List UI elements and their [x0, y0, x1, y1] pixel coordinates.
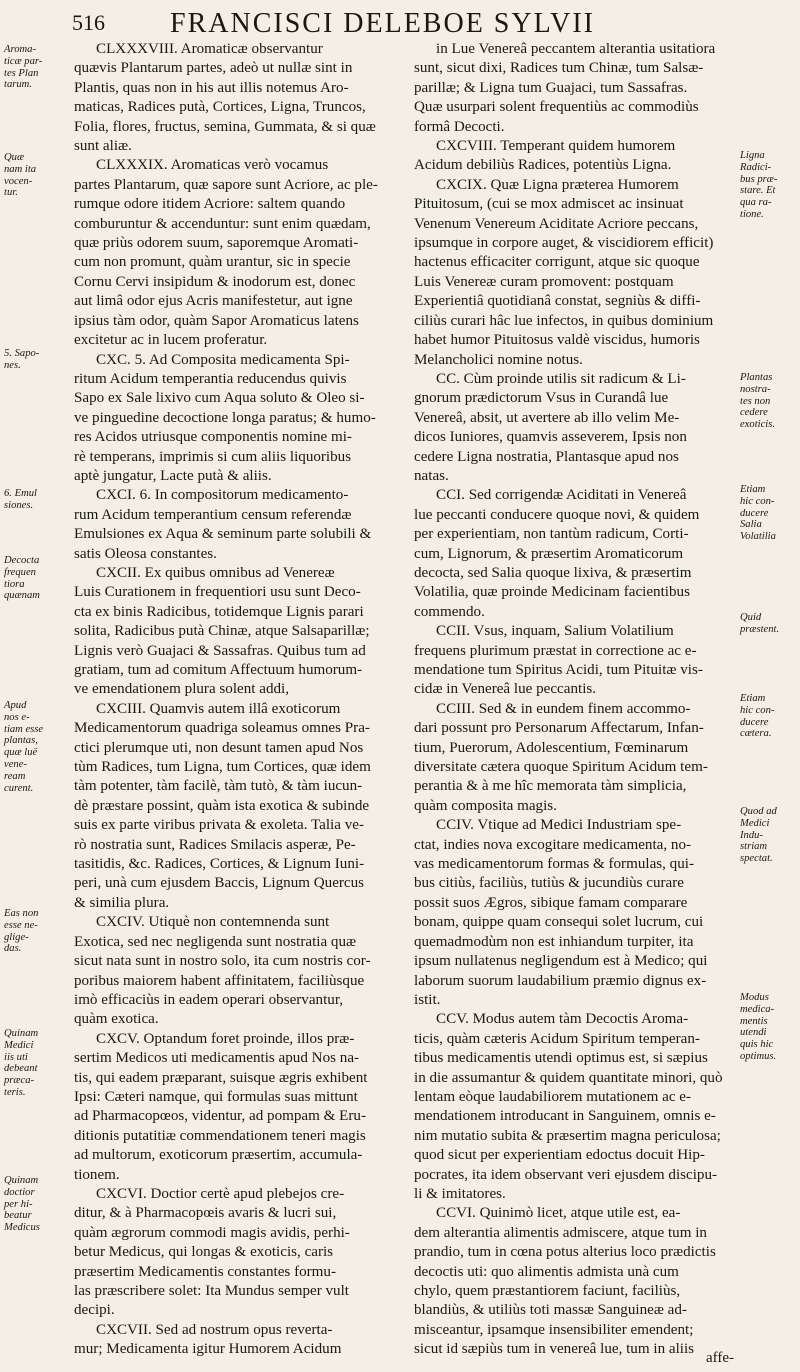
margin-note-line: Indu-	[740, 829, 763, 841]
text-line: satis Oleosa constantes.	[74, 545, 217, 562]
text-line: Ipsi: Cæteri namque, qui formulas suas mittunt	[74, 1088, 358, 1105]
margin-note-line: hic con-	[740, 704, 775, 716]
text-line: blandiùs, & utiliùs toti massæ Sanguineæ ad-	[414, 1302, 687, 1319]
text-line: tis, qui eadem præparant, suisque ægris exhibent	[74, 1069, 368, 1086]
paragraph	[414, 1010, 734, 1204]
paragraph	[74, 1030, 402, 1185]
paragraph	[414, 816, 734, 1010]
text-line: quævis Plantarum partes, adeò ut nullæ sint in	[74, 60, 353, 77]
text-line: perantia & à me hîc memorata tàm simplicia,	[414, 778, 687, 795]
margin-note-line: Quæ	[4, 152, 25, 163]
text-line: CXCV. Optandum foret proinde, illos præ-	[96, 1030, 355, 1047]
text-line: sunt, sicut dixi, Radices tum Chinæ, tum Salsæ-	[414, 60, 704, 77]
text-line: sicut id sæpiùs tum in venereâ lue, tum in aliis	[414, 1341, 695, 1358]
text-line: ritum Acidum temperantia reducendus quivis	[74, 370, 347, 387]
text-line: istit.	[414, 991, 441, 1008]
text-line: lue peccanti conducere quoque novi, & quidem	[414, 506, 700, 523]
margin-note-line: Aroma-	[4, 44, 36, 55]
margin-note-line: vene-	[4, 758, 27, 770]
margin-note	[740, 806, 798, 865]
margin-note-line: cætera.	[740, 728, 772, 740]
paragraph	[414, 486, 734, 622]
margin-note	[740, 150, 798, 221]
text-line: CCI. Sed corrigendæ Aciditati in Venereâ	[436, 487, 687, 504]
margin-note-line: tarum.	[4, 79, 32, 91]
margin-note-line: Medicus	[4, 1222, 40, 1234]
text-line: ipsum nullatenus negligendum est à Medico; qui	[414, 953, 708, 970]
margin-note-line: Eas non	[4, 908, 39, 919]
margin-note-line: nam ita	[4, 163, 37, 175]
margin-note-line: optimus.	[740, 1050, 777, 1062]
text-line: Venereâ, absit, ut avertere ab illo velim Me-	[414, 409, 680, 426]
text-line: quàm ægrorum commodi magis avidis, perhi-	[74, 1224, 350, 1241]
text-line: formâ Decocti.	[414, 118, 505, 135]
margin-note-line: plantas,	[4, 735, 38, 747]
margin-note-line: vocen-	[4, 175, 33, 187]
margin-note-line: tes Plan	[4, 67, 39, 79]
margin-note-line: Quid	[740, 612, 762, 623]
margin-note	[4, 44, 66, 91]
text-line: ad multorum, exoticorum præsertim, accumula-	[74, 1147, 363, 1164]
margin-note-line: mentis	[740, 1015, 768, 1027]
margin-note-line: Ligna	[740, 150, 765, 161]
paragraph	[414, 700, 734, 816]
margin-note-line: Medici	[4, 1039, 34, 1051]
text-line: mur; Medicamenta igitur Humorem Acidum	[74, 1341, 342, 1358]
text-line: decocta, sed Salia quoque lixiva, & præsertim	[414, 564, 692, 581]
text-line: CXCVI. Doctior certè apud plebejos cre-	[96, 1185, 345, 1202]
text-line: ciliùs curari hâc lue infectos, in quibus dominium	[414, 312, 714, 329]
margin-note-line: bus præ-	[740, 173, 778, 185]
text-line: Medicamentorum quadriga soleamus omnes Pra-	[74, 720, 370, 737]
text-line: CXCIV. Utiquè non contemnenda sunt	[96, 914, 330, 931]
margin-note-line: medica-	[740, 1003, 775, 1015]
text-line: cum non promunt, quàm urantur, sic in specie	[74, 254, 351, 271]
margin-note-line: esse ne-	[4, 919, 38, 931]
text-line: tùm Radices, tum Ligna, tum Cortices, quæ idem	[74, 759, 371, 776]
text-line: Acidum debiliùs Radices, potentiùs Ligna.	[414, 157, 672, 174]
margin-note	[4, 700, 66, 794]
margin-note	[4, 908, 66, 955]
text-line: mendationem introducant in Sanguinem, omnis e-	[414, 1108, 716, 1125]
text-line: quàm exotica.	[74, 1011, 159, 1028]
text-line: sunt aliæ.	[74, 138, 132, 155]
margin-note-line: 6. Emul	[4, 488, 37, 499]
text-line: pocrates, ita idem observant veri ejusdem discipu-	[414, 1166, 718, 1183]
text-line: cidæ in Venereâ lue peccantis.	[414, 681, 597, 698]
text-line: ctici plerumque uti, non desunt tamen apud Nos	[74, 739, 364, 756]
margin-note-line: nostra-	[740, 383, 771, 395]
text-line: quàm composita magis.	[414, 797, 557, 814]
text-line: cta ex binis Radicibus, totidemque Lignis parari	[74, 603, 364, 620]
text-line: cedere Ligna nostratia, Plantasque apud nos	[414, 448, 679, 465]
page-header	[0, 8, 800, 38]
margin-note-line: striam	[740, 841, 768, 853]
paragraph	[74, 351, 402, 487]
text-line: ticis, quàm cæteris Acidum Spiritum temperan-	[414, 1030, 700, 1047]
text-line: CLXXXIX. Aromaticas verò vocamus	[96, 157, 329, 174]
margin-note-line: debeant	[4, 1063, 38, 1075]
margin-note-line: tes non	[740, 395, 771, 407]
text-line: CXCIX. Quæ Ligna præterea Humorem	[436, 176, 679, 193]
text-line: natas.	[414, 467, 449, 484]
paragraph	[74, 40, 402, 156]
margin-note-line: teris.	[4, 1086, 26, 1098]
text-line: chylo, quem præstantiorem faciunt, faciliùs,	[414, 1283, 681, 1299]
margin-note-line: præca-	[4, 1075, 35, 1087]
margin-note-line: hic con-	[740, 495, 775, 507]
text-line: cum, Lignorum, & præsertim Aromaticorum	[414, 545, 684, 562]
text-line: quæ priùs odorem suum, saporemque Aromati-	[74, 235, 359, 252]
text-line: solita, Radicibus putà Chinæ, atque Salsaparillæ;	[74, 623, 370, 640]
text-line: partes Plantarum, quæ sapore sunt Acriore, ac ple-	[74, 176, 378, 193]
margin-note-line: ducere	[740, 716, 769, 728]
text-line: decoctis uti: quo alimentis admista unà cum	[414, 1263, 679, 1280]
text-line: possit suos Ægros, sibique famam comparare	[414, 894, 688, 911]
text-line: ad Pharmacopœos, videntur, ad pompam & Eru-	[74, 1108, 366, 1125]
text-line: suis ex parte viribus privata & exoleta. Talia ve-	[74, 817, 364, 834]
margin-note-line: nos e-	[4, 711, 30, 723]
margin-note-line: tiora	[4, 578, 25, 590]
text-line: Quæ usurpari solent frequentiùs ac commodiùs	[414, 99, 699, 116]
paragraph	[414, 1204, 734, 1359]
text-line: ctat, indies nova excogitare medicamenta, no-	[414, 836, 692, 853]
text-line: comburuntur & accenduntur: sunt enim quædam,	[74, 215, 371, 232]
margin-note-line: Quinam	[4, 1175, 39, 1186]
margin-note-line: spectat.	[740, 853, 773, 865]
text-line: quod sicut per experientiam edoctus docuit Hip-	[414, 1147, 705, 1164]
left-text-column	[74, 40, 402, 1360]
text-line: Folia, flores, fructus, semina, Gummata, & si quæ	[74, 118, 376, 135]
margin-note-line: Volatilia	[740, 531, 776, 543]
text-line: tasitidis, &c. Radices, Cortices, & Lignum Iuni-	[74, 856, 365, 873]
margin-note	[740, 484, 798, 543]
text-line: rè temperans, imprimis si cum aliis liquoribus	[74, 448, 352, 465]
text-line: gratiam, tum ad comitum Affectuum humorum-	[74, 662, 363, 678]
text-line: tium, Puerorum, Adolescentium, Fœminarum	[414, 739, 689, 756]
paragraph	[414, 370, 734, 486]
text-line: maticas, Radices putà, Cortices, Ligna, Truncos,	[74, 99, 366, 116]
text-line: nim mutatio subita & præsertim magna periculosa;	[414, 1127, 721, 1144]
margin-note-line: quænam	[4, 590, 40, 602]
margin-note-line: Quinam	[4, 1028, 39, 1039]
margin-note-line: Decocta	[4, 555, 40, 566]
text-line: sicut nata sunt in nostro solo, ita cum nostris cor-	[74, 953, 371, 970]
paragraph	[74, 700, 402, 913]
margin-note-line: quæ luë	[4, 747, 38, 759]
margin-note-line: das.	[4, 943, 22, 955]
paragraph	[74, 564, 402, 700]
text-line: Pituitosum, (cui se mox admiscet ac insinuat	[414, 196, 684, 213]
text-line: habet humor Pituitosus valdè viscidus, humoris	[414, 332, 700, 349]
text-line: quemadmodùm non est inhiandum turpiter, ita	[414, 933, 694, 950]
text-line: præsertim Medicamentis constantes formu-	[74, 1263, 336, 1280]
text-line: CLXXXVIII. Aromaticæ observantur	[96, 41, 323, 57]
text-line: ditur, & à Pharmacopœis avaris & lucri sui,	[74, 1205, 337, 1222]
text-line: decipi.	[74, 1302, 115, 1319]
text-line: ve emendationem plura solent addi,	[74, 681, 290, 698]
text-line: aut limâ odor ejus Acris manifestetur, aut igne	[74, 293, 353, 310]
text-line: dem alterantia alimentis admiscere, atque tum in	[414, 1224, 707, 1241]
text-line: Cornu Cervi insipidum & inodorum est, donec	[74, 273, 356, 290]
paragraph	[74, 1185, 402, 1321]
paragraph	[74, 913, 402, 1029]
text-line: CXCVII. Sed ad nostrum opus reverta-	[96, 1321, 333, 1338]
text-line: tionem.	[74, 1166, 120, 1183]
text-line: rò nostratia sunt, Radices Smilacis asperæ, Pe-	[74, 836, 356, 853]
text-line: dari possunt pro Personarum Affectarum, Infan-	[414, 720, 704, 737]
text-line: laborum suorum laudabilium præmio dignus ex-	[414, 972, 707, 989]
text-line: bus citiùs, faciliùs, tutiùs & jucundiùs curare	[414, 875, 684, 892]
text-line: li & imitatores.	[414, 1185, 506, 1202]
text-line: Volatilia, quæ proinde Medicinam facientibus	[414, 584, 690, 601]
margin-note-line: nes.	[4, 359, 21, 371]
text-line: Melancholici nomine notus.	[414, 351, 583, 368]
margin-note-line: tiam esse	[4, 723, 44, 735]
margin-note-line: stare. Et	[740, 185, 776, 197]
text-line: in die assumantur & quidem quantitate minori, quò	[414, 1069, 723, 1086]
text-line: sertim Medicos uti medicamentis apud Nos na-	[74, 1050, 360, 1067]
margin-note-line: Salia	[740, 519, 762, 531]
margin-note	[740, 693, 798, 740]
text-line: CCII. Vsus, inquam, Salium Volatilium	[436, 623, 674, 640]
margin-note	[4, 1028, 66, 1099]
text-line: & similia plura.	[74, 894, 170, 911]
margin-note-line: tione.	[740, 208, 764, 220]
text-line: Venenum Venereum Aciditate Acriore peccans,	[414, 215, 699, 232]
text-line: lentam eòque laudabiliorem mutationem ac e-	[414, 1088, 692, 1105]
margin-note-line: ticæ par-	[4, 55, 43, 67]
text-line: bonam, quippe quam consequi solet lucrum, cui	[414, 914, 704, 931]
text-line: Lignis verò Guajaci & Sassafras. Quibus tum ad	[74, 642, 366, 659]
text-line: tàm potenter, tàm facilè, tàm tutò, & tàm iucun-	[74, 778, 363, 795]
text-line: peri, unà cum ejusdem Baccis, Lignum Quercus	[74, 875, 365, 892]
margin-note-line: ream	[4, 770, 26, 782]
text-line: CXCII. Ex quibus omnibus ad Venereæ	[96, 564, 335, 581]
margin-note-line: frequen	[4, 566, 36, 578]
text-line: CC. Cùm proinde utilis sit radicum & Li-	[436, 370, 686, 387]
text-line: dicos Iuniores, quamvis asseverem, Ipsis non	[414, 429, 687, 446]
text-line: mendatione tum Spiritus Acidi, tum Pituitæ vis-	[414, 662, 703, 678]
paragraph	[74, 156, 402, 350]
text-line: Luis Curationem in frequentiori usu sunt Deco-	[74, 584, 361, 601]
text-line: Luis Venereæ curam promovent: postquam	[414, 273, 674, 290]
margin-note-line: cedere	[740, 407, 768, 419]
running-head: FRANCISCI DELEBOE SYLVII	[170, 8, 595, 39]
margin-note	[740, 612, 798, 636]
margin-note-line: qua ra-	[740, 197, 772, 209]
right-text-column	[414, 40, 734, 1360]
margin-note	[4, 555, 66, 602]
text-line: res Acidos utriusque componentis nomine mi-	[74, 429, 352, 446]
text-line: CXCIII. Quamvis autem illâ exoticorum	[96, 700, 341, 717]
margin-note-line: doctior	[4, 1186, 35, 1198]
margin-note-line: Apud	[4, 700, 27, 711]
margin-note	[4, 152, 66, 199]
margin-note-line: curent.	[4, 782, 34, 794]
margin-note-line: 5. Sapo-	[4, 348, 40, 359]
text-line: gnorum prædictorum Vsus in Curandâ lue	[414, 390, 669, 407]
margin-note	[740, 992, 798, 1063]
margin-note-line: exoticis.	[740, 419, 776, 431]
text-line: dè præstare possint, quàm ista exotica & subinde	[74, 797, 370, 814]
text-line: CCIV. Vtique ad Medici Industriam spe-	[436, 817, 682, 834]
margin-note-line: Radici-	[740, 161, 772, 173]
text-line: Emulsiones ex Aqua & seminum parte solubili &	[74, 526, 372, 543]
paragraph	[74, 486, 402, 564]
paragraph	[414, 40, 734, 137]
text-line: Plantis, quas non in his aut illis notemus Aro-	[74, 79, 349, 96]
text-line: CXCI. 6. In compositorum medicamento-	[96, 487, 349, 504]
margin-note-line: siones.	[4, 499, 34, 511]
catchword: affe-	[706, 1350, 735, 1366]
text-line: vas medicamentorum formas & formulas, qui-	[414, 856, 695, 873]
margin-note-line: ducere	[740, 507, 769, 519]
text-line: Exotica, sed nec negligenda sunt nostratia quæ	[74, 933, 357, 950]
text-line: betur Medicus, qui longas & exoticis, caris	[74, 1244, 334, 1261]
margin-note-line: per hi-	[4, 1198, 33, 1210]
margin-note-line: beatur	[4, 1210, 32, 1222]
margin-note-line: Etiam	[740, 484, 766, 495]
text-line: excitetur ac in lucem proferatur.	[74, 332, 268, 349]
text-line: poribus maiorem habent affinitatem, faciliùsque	[74, 972, 365, 989]
margin-note	[4, 1175, 66, 1234]
text-line: ve pinguedine decoctione longa paratus; & humo-	[74, 409, 376, 426]
text-line: CCV. Modus autem tàm Decoctis Aroma-	[436, 1011, 689, 1028]
text-line: CCVI. Quinimò licet, atque utile est, ea-	[436, 1205, 681, 1222]
text-line: aptè jungatur, Lacte putà & aliis.	[74, 467, 272, 484]
margin-note-line: quis hic	[740, 1039, 774, 1051]
page-number: 516	[72, 10, 105, 35]
paragraph	[74, 1321, 402, 1360]
margin-note-line: utendi	[740, 1027, 767, 1039]
text-line: imò efficaciùs in eadem operari observantur,	[74, 991, 344, 1008]
margin-note-line: Plantas	[740, 372, 773, 383]
margin-note-line: iis uti	[4, 1051, 28, 1063]
text-line: ipsius tàm odor, quàm Sapor Aromaticus latens	[74, 312, 359, 329]
text-line: per experientiam, non tantùm radicum, Corti-	[414, 526, 689, 543]
margin-note-line: Modus	[740, 992, 769, 1003]
text-line: las præscribere solet: Ita Mundus semper vult	[74, 1283, 349, 1299]
margin-note-line: Medici	[740, 817, 770, 829]
margin-note	[4, 488, 66, 512]
paragraph	[414, 137, 734, 176]
text-line: hactenus efficaciter corrigunt, atque sic quoque	[414, 254, 700, 271]
text-line: CCIII. Sed & in eundem finem accommo-	[436, 700, 691, 717]
text-line: commendo.	[414, 603, 485, 620]
text-line: Sapo ex Sale lixivo cum Aqua soluto & Oleo si-	[74, 390, 365, 407]
margin-note-line: præstent.	[740, 623, 780, 635]
margin-note-line: Quod ad	[740, 806, 777, 817]
margin-note	[4, 348, 66, 372]
text-line: diversitate cætera quoque Spiritum Acidum tem-	[414, 759, 708, 776]
text-line: prandio, tum in cœna potus alterius loco prædictis	[414, 1244, 716, 1261]
margin-note-line: tur.	[4, 187, 18, 199]
text-line: CXC. 5. Ad Composita medicamenta Spi-	[96, 351, 350, 368]
margin-note-line: glige-	[4, 931, 29, 943]
paragraph	[414, 622, 734, 700]
text-line: rumque odore itidem Acriore: saltem quando	[74, 196, 346, 213]
text-line: rum Acidum temperantium censum referendæ	[74, 506, 352, 523]
text-line: ditionis putatitiæ commendationem teneri magis	[74, 1127, 366, 1144]
text-line: in Lue Venereâ peccantem alterantia usitatiora	[436, 41, 716, 57]
text-line: ipsumque in corpore auget, & viscidiorem efficit)	[414, 235, 714, 252]
text-line: parillæ; & Ligna tum Guajaci, tum Sassafras.	[414, 79, 688, 96]
text-line: misceantur, ipsamque insensibiliter emendent;	[414, 1321, 694, 1338]
margin-note	[740, 372, 798, 431]
paragraph	[414, 176, 734, 370]
margin-note-line: Etiam	[740, 693, 766, 704]
text-line: tibus medicamentis utendi optimus est, si sæpius	[414, 1050, 708, 1067]
text-line: CXCVIII. Temperant quidem humorem	[436, 138, 676, 155]
text-line: frequens plurimum præstat in correctione ac e-	[414, 642, 697, 659]
text-line: Experientiâ quotidianâ constat, segniùs & diffi-	[414, 293, 701, 310]
